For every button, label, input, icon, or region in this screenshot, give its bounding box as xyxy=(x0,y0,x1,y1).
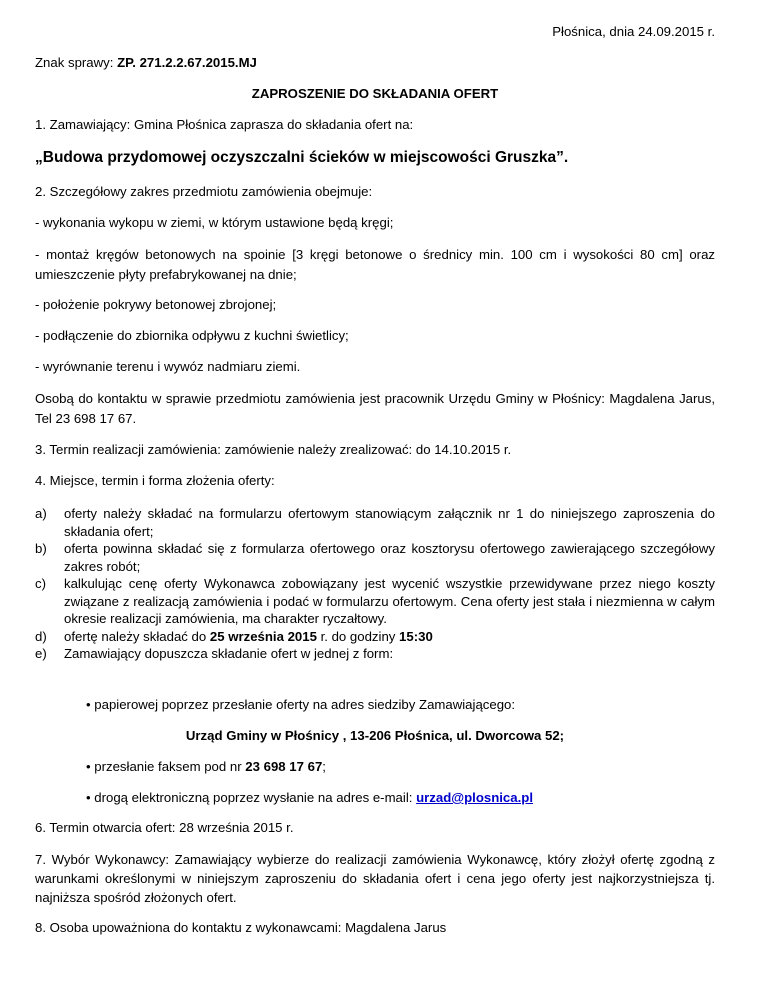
list-item-label: d) xyxy=(35,628,47,644)
list-item-text: oferty należy składać na formularzu ofertowym stanowiącym załącznik nr 1 do niniejszego zaproszenia do składania ofert; xyxy=(64,506,715,539)
list-item-text: oferta powinna składać się z formularza ofertowego oraz kosztorysu ofertowego zawierającego szczegółowy zakres robót; xyxy=(64,541,715,574)
form-paper: • papierowej poprzez przesłanie oferty na adres siedziby Zamawiającego: xyxy=(86,697,516,712)
place-date: Płośnica, dnia 24.09.2015 r. xyxy=(552,24,715,39)
section-7: 7. Wybór Wykonawcy: Zamawiający wybierze do realizacji zamówienia Wykonawcę, który złożył ofertę zgodną z warunkami określonymi w niniejszym zaproszeniu do składania ofert i cena jego oferty jest najkorzystniejsza tj. najniższa spośród złożonych ofert. xyxy=(35,852,715,905)
list-item-text: Zamawiający dopuszcza składanie ofert w jednej z form: xyxy=(64,646,394,661)
list-item xyxy=(35,645,715,663)
fax-post: ; xyxy=(322,759,326,774)
list-item-label: b) xyxy=(35,541,47,556)
case-reference xyxy=(35,55,715,71)
scope-item-3: - położenie pokrywy betonowej zbrojonej; xyxy=(35,297,277,312)
deadline-mid: r. do godziny xyxy=(316,628,400,644)
case-number: ZP. 271.2.2.67.2015.MJ xyxy=(117,55,257,70)
fax-pre: • przesłanie faksem pod nr xyxy=(86,759,246,774)
form-email xyxy=(86,790,715,806)
case-label: Znak sprawy: xyxy=(35,55,118,70)
project-title: „Budowa przydomowej oczyszczalni ścieków w miejscowości Gruszka”. xyxy=(35,149,569,166)
list-item-text xyxy=(64,629,433,644)
email-pre: • drogą elektroniczną poprzez wysłanie na adres e-mail: xyxy=(86,790,417,805)
list-item xyxy=(35,628,715,646)
scope-item-1: - wykonania wykopu w ziemi, w którym ustawione będą kręgi; xyxy=(35,215,394,230)
scope-item-4: - podłączenie do zbiornika odpływu z kuchni świetlicy; xyxy=(35,328,349,343)
deadline-time: 15:30 xyxy=(399,628,433,644)
contact-paragraph: Osobą do kontaktu w sprawie przedmiotu zamówienia jest pracownik Urzędu Gminy w Płośnicy: Magdalena Jarus, Tel 23 698 17 67. xyxy=(35,391,715,426)
deadline-date: 25 września 2015 xyxy=(209,628,317,644)
office-address: Urząd Gminy w Płośnicy , 13-206 Płośnica, ul. Dworcowa 52; xyxy=(185,728,565,743)
section-8: 8. Osoba upoważniona do kontaktu z wykonawcami: Magdalena Jarus xyxy=(35,920,447,935)
list-item xyxy=(35,575,715,628)
section-6: 6. Termin otwarcia ofert: 28 września 2015 r. xyxy=(35,820,294,835)
list-item-label: a) xyxy=(35,506,47,521)
section-1: 1. Zamawiający: Gmina Płośnica zaprasza do składania ofert na: xyxy=(35,117,414,132)
email-link[interactable]: urzad@plosnica.pl xyxy=(416,790,533,805)
fax-number: 23 698 17 67 xyxy=(245,759,323,774)
list-item xyxy=(35,505,715,540)
list-item-label: e) xyxy=(35,646,47,661)
list-item-text: kalkulując cenę oferty Wykonawca zobowiązany jest wycenić wszystkie przewidywane przez niego koszty związane z realizacją zamówienia i podać w formularzu ofertowym. Cena oferty jest stała i niezmienna w całym okresie realizacji zamówienia, ma charakter ryczałtowy. xyxy=(64,576,715,626)
list-item-label: c) xyxy=(35,576,46,591)
section-4-heading: 4. Miejsce, termin i forma złożenia oferty: xyxy=(35,473,275,488)
document-title: ZAPROSZENIE DO SKŁADANIA OFERT xyxy=(251,86,499,101)
scope-item-5: - wyrównanie terenu i wywóz nadmiaru ziemi. xyxy=(35,359,301,374)
section-3: 3. Termin realizacji zamówienia: zamówienie należy zrealizować: do 14.10.2015 r. xyxy=(35,442,512,457)
form-fax xyxy=(86,759,715,775)
list-item xyxy=(35,540,715,575)
scope-item-2: - montaż kręgów betonowych na spoinie [3 kręgi betonowe o średnicy min. 100 cm i wysokości 80 cm] oraz umieszczenie płyty prefabrykowanej na dnie; xyxy=(35,247,715,282)
offer-terms-list xyxy=(35,505,715,663)
section-2-heading: 2. Szczegółowy zakres przedmiotu zamówienia obejmuje: xyxy=(35,184,373,199)
deadline-pre: ofertę należy składać do xyxy=(64,628,210,644)
